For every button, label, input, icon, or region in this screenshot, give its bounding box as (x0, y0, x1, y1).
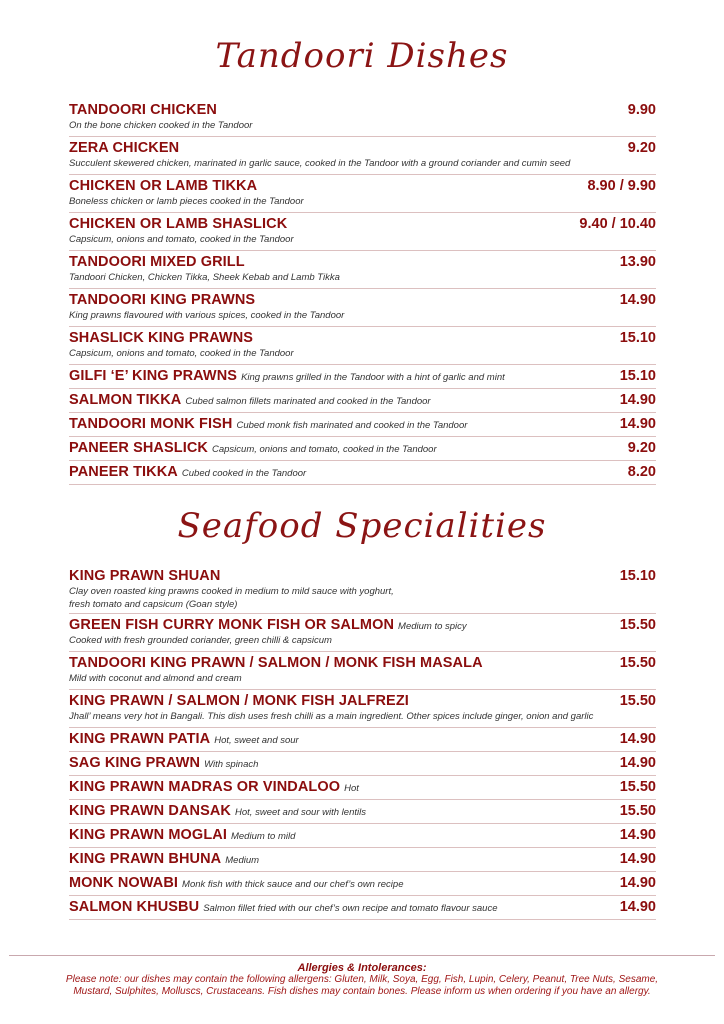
dish-name: SALMON TIKKA (69, 392, 182, 408)
menu-item-title (69, 329, 253, 347)
dish-name: SHASLICK KING PRAWNS (69, 330, 254, 346)
menu-item (69, 848, 656, 872)
dish-description: Succulent skewered chicken, marinated in garlic sauce, cooked in the Tandoor with a ground coriander and cumin seed (69, 158, 571, 169)
dish-price: 9.20 (627, 440, 656, 456)
dish-price: 15.50 (619, 779, 656, 795)
menu-item (69, 365, 656, 389)
menu-item-header (69, 850, 656, 868)
seafood-section (69, 565, 656, 920)
menu-item-title (69, 802, 366, 820)
dish-name: CHICKEN OR LAMB SHASLICK (69, 216, 288, 232)
dish-name: PANEER SHASLICK (69, 440, 208, 456)
menu-item (69, 213, 656, 251)
menu-item-title (69, 898, 498, 916)
tandoori-heading: Tandoori Dishes (215, 36, 509, 76)
menu-item-title (69, 391, 431, 409)
dish-price: 14.90 (619, 755, 656, 771)
menu-item-header (69, 101, 656, 119)
dish-name: KING PRAWN SHUAN (69, 568, 221, 584)
dish-price: 14.90 (619, 899, 656, 915)
dish-price: 9.20 (627, 140, 656, 156)
dish-price: 15.50 (619, 655, 656, 671)
dish-note: King prawns grilled in the Tandoor with a hint of garlic and mint (241, 372, 505, 383)
menu-item-title (69, 253, 245, 271)
menu-item-header (69, 616, 656, 634)
menu-item (69, 728, 656, 752)
dish-name: SAG KING PRAWN (69, 755, 201, 771)
dish-description: Mild with coconut and almond and cream (69, 673, 242, 684)
menu-item-title (69, 850, 259, 868)
dish-note: Capsicum, onions and tomato, cooked in the Tandoor (212, 444, 437, 455)
menu-item (69, 800, 656, 824)
dish-note: Hot, sweet and sour (214, 735, 299, 746)
menu-item-header (69, 439, 656, 457)
dish-price: 14.90 (619, 292, 656, 308)
dish-name: PANEER TIKKA (69, 464, 178, 480)
dish-name: TANDOORI KING PRAWN / SALMON / MONK FISH MASALA (69, 655, 483, 671)
menu-item-header (69, 415, 656, 433)
menu-item-title (69, 692, 409, 710)
dish-price: 9.40 / 10.40 (579, 216, 656, 232)
dish-price: 14.90 (619, 392, 656, 408)
menu-item-title (69, 567, 220, 585)
dish-name: TANDOORI KING PRAWNS (69, 292, 256, 308)
dish-note: Cubed salmon fillets marinated and cooked in the Tandoor (185, 396, 431, 407)
menu-item-header (69, 874, 656, 892)
dish-price: 14.90 (619, 416, 656, 432)
dish-name: KING PRAWN PATIA (69, 731, 211, 747)
menu-item-title (69, 291, 255, 309)
menu-item (69, 614, 656, 652)
menu-item-title (69, 463, 306, 481)
menu-item (69, 99, 656, 137)
menu-item-title (69, 177, 257, 195)
dish-name: MONK NOWABI (69, 875, 179, 891)
dish-price: 8.20 (627, 464, 656, 480)
menu-item (69, 652, 656, 690)
dish-description: King prawns flavoured with various spices, cooked in the Tandoor (69, 310, 345, 321)
dish-name: ZERA CHICKEN (69, 140, 180, 156)
menu-item-title (69, 730, 299, 748)
menu-item-header (69, 730, 656, 748)
allergy-notice (0, 962, 724, 998)
dish-description-2: fresh tomato and capsicum (Goan style) (69, 599, 238, 610)
menu-item-header (69, 177, 656, 195)
dish-name: TANDOORI CHICKEN (69, 102, 217, 118)
menu-item-title (69, 367, 505, 385)
menu-item (69, 824, 656, 848)
dish-price: 15.50 (619, 693, 656, 709)
menu-item (69, 872, 656, 896)
menu-item (69, 565, 656, 614)
menu-item-header (69, 291, 656, 309)
menu-item (69, 389, 656, 413)
dish-description: Clay oven roasted king prawns cooked in medium to mild sauce with yoghurt, (69, 586, 394, 597)
menu-item-header (69, 391, 656, 409)
menu-item-title (69, 101, 217, 119)
seafood-heading: Seafood Specialities (177, 506, 547, 546)
menu-item-title (69, 778, 359, 796)
allergy-line-2: Mustard, Sulphites, Molluscs, Crustaceans. Fish dishes may contain bones. Please inform us when ordering if you have an allergy. (73, 986, 651, 997)
dish-description: Cooked with fresh grounded coriander, green chilli & capsicum (69, 635, 332, 646)
dish-note: Monk fish with thick sauce and our chef’s own recipe (182, 879, 404, 890)
menu-item-header (69, 898, 656, 916)
menu-item (69, 413, 656, 437)
dish-name: KING PRAWN MADRAS OR VINDALOO (69, 779, 341, 795)
dish-note: Medium (225, 855, 260, 866)
menu-item (69, 690, 656, 728)
menu-item (69, 752, 656, 776)
menu-item-title (69, 654, 483, 672)
dish-name: GREEN FISH CURRY MONK FISH OR SALMON (69, 617, 395, 633)
menu-item-title (69, 616, 467, 634)
dish-name: KING PRAWN DANSAK (69, 803, 232, 819)
menu-item-title (69, 415, 467, 433)
dish-price: 15.50 (619, 617, 656, 633)
menu-item-header (69, 367, 656, 385)
menu-item-header (69, 567, 656, 585)
dish-description: Capsicum, onions and tomato, cooked in the Tandoor (69, 348, 294, 359)
dish-name: KING PRAWN BHUNA (69, 851, 222, 867)
menu-item (69, 776, 656, 800)
menu-item-header (69, 802, 656, 820)
dish-description: Jhall’ means very hot in Bangali. This dish uses fresh chilli as a main ingredient. Other spices include ginger, onion and garlic (69, 711, 594, 722)
dish-price: 14.90 (619, 875, 656, 891)
menu-item-header (69, 778, 656, 796)
dish-note: Cubed cooked in the Tandoor (181, 468, 307, 479)
menu-item-header (69, 754, 656, 772)
dish-price: 15.10 (619, 330, 656, 346)
dish-name: GILFI ‘E’ KING PRAWNS (69, 368, 238, 384)
dish-price: 13.90 (619, 254, 656, 270)
menu-item (69, 437, 656, 461)
menu-item-header (69, 253, 656, 271)
dish-price: 15.10 (619, 368, 656, 384)
dish-price: 14.90 (619, 827, 656, 843)
menu-item-header (69, 654, 656, 672)
dish-description: Capsicum, onions and tomato, cooked in the Tandoor (69, 234, 294, 245)
allergy-title: Allergies & Intolerances: (297, 962, 427, 974)
dish-name: KING PRAWN / SALMON / MONK FISH JALFREZI (69, 693, 409, 709)
dish-note: Salmon fillet fried with our chef’s own recipe and tomato flavour sauce (203, 903, 498, 914)
dish-note: Cubed monk fish marinated and cooked in the Tandoor (236, 420, 468, 431)
allergy-line-1: Please note: our dishes may contain the following allergens: Gluten, Milk, Soya, Egg, Fish, Lupin, Celery, Peanut, Tree Nuts, Sesame, (65, 974, 659, 985)
footer-divider (9, 955, 715, 956)
dish-name: CHICKEN OR LAMB TIKKA (69, 178, 258, 194)
dish-price: 14.90 (619, 851, 656, 867)
dish-note: Medium to spicy (398, 621, 467, 632)
dish-name: TANDOORI MIXED GRILL (69, 254, 245, 270)
menu-item-header (69, 215, 656, 233)
dish-price: 9.90 (627, 102, 656, 118)
menu-item-title (69, 139, 179, 157)
dish-price: 14.90 (619, 731, 656, 747)
menu-item (69, 327, 656, 365)
menu-item-title (69, 874, 403, 892)
menu-item-header (69, 826, 656, 844)
dish-description: Tandoori Chicken, Chicken Tikka, Sheek Kebab and Lamb Tikka (69, 272, 340, 283)
dish-price: 15.50 (619, 803, 656, 819)
menu-item (69, 251, 656, 289)
menu-item-header (69, 463, 656, 481)
dish-note: Hot, sweet and sour with lentils (235, 807, 366, 818)
menu-item (69, 461, 656, 485)
menu-item-header (69, 329, 656, 347)
menu-item-title (69, 754, 258, 772)
dish-description: Boneless chicken or lamb pieces cooked in the Tandoor (69, 196, 304, 207)
dish-name: TANDOORI MONK FISH (69, 416, 233, 432)
menu-item (69, 175, 656, 213)
menu-item-title (69, 826, 295, 844)
dish-note: Hot (344, 783, 359, 794)
dish-name: SALMON KHUSBU (69, 899, 200, 915)
menu-item (69, 289, 656, 327)
menu-item (69, 137, 656, 175)
menu-item (69, 896, 656, 920)
dish-note: With spinach (204, 759, 259, 770)
tandoori-section (69, 99, 656, 485)
dish-note: Medium to mild (230, 831, 296, 842)
dish-name: KING PRAWN MOGLAI (69, 827, 227, 843)
menu-item-title (69, 439, 437, 457)
dish-price: 8.90 / 9.90 (587, 178, 656, 194)
dish-price: 15.10 (619, 568, 656, 584)
dish-description: On the bone chicken cooked in the Tandoor (69, 120, 253, 131)
menu-item-header (69, 692, 656, 710)
menu-item-title (69, 215, 287, 233)
menu-item-header (69, 139, 656, 157)
